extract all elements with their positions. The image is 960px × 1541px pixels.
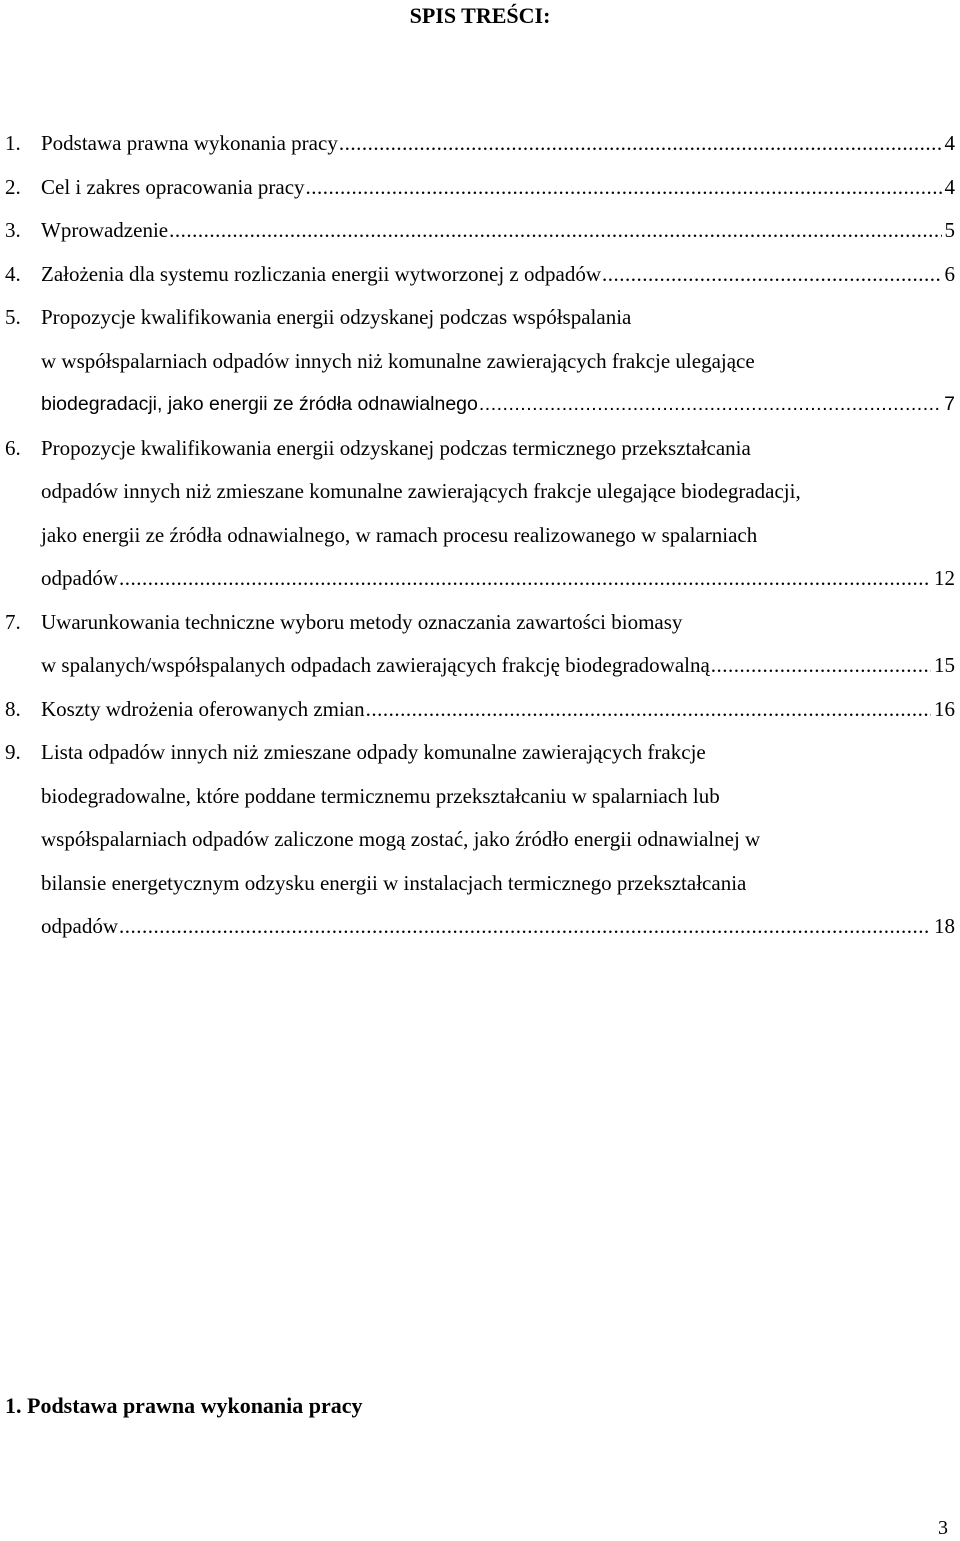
toc-entry-text: biodegradacji, jako energii ze źródła odnawialnego bbox=[41, 393, 478, 415]
toc-entry-text: w spalanych/współspalanych odpadach zawierających frakcję biodegradowalną bbox=[41, 653, 710, 677]
toc-entry-number: 2. bbox=[5, 174, 21, 199]
page-number: 3 bbox=[938, 1517, 948, 1539]
toc-entry-page: 12 bbox=[934, 566, 955, 590]
toc-entry-page: 5 bbox=[944, 218, 955, 242]
toc-dot-leader bbox=[366, 688, 931, 732]
toc-entry-last-line bbox=[41, 209, 955, 253]
toc-entry-last-line bbox=[41, 557, 955, 601]
toc-entry-page: 16 bbox=[934, 696, 955, 721]
toc-entry[interactable] bbox=[0, 688, 955, 732]
toc-entry-text: odpadów bbox=[41, 914, 118, 938]
toc-entry-line: biodegradowalne, które poddane termicznemu przekształcaniu w spalarniach lub bbox=[41, 783, 720, 808]
toc-entry-page: 18 bbox=[934, 914, 955, 938]
toc-entry-text: Cel i zakres opracowania pracy bbox=[41, 174, 305, 199]
toc-entry-last-line bbox=[41, 166, 955, 210]
toc-entry-line: Lista odpadów innych niż zmieszane odpady komunalne zawierających frakcje bbox=[41, 740, 706, 764]
toc-entry-text: Założenia dla systemu rozliczania energii wytworzonej z odpadów bbox=[41, 261, 601, 286]
toc-dot-leader bbox=[602, 253, 942, 297]
toc-entry-text: Wprowadzenie bbox=[41, 218, 169, 242]
toc-entry-last-line bbox=[41, 905, 955, 949]
toc-dot-leader bbox=[711, 644, 931, 688]
toc-entry-line: Propozycje kwalifikowania energii odzyskanej podczas współspalania bbox=[41, 305, 632, 329]
toc-entry-page: 7 bbox=[944, 393, 955, 415]
toc-entry-line: współspalarniach odpadów zaliczone mogą zostać, jako źródło energii odnawialnej w bbox=[41, 827, 761, 851]
toc-entry-line: bilansie energetycznym odzysku energii w instalacjach termicznego przekształcania bbox=[41, 870, 747, 895]
toc-entry-text: Koszty wdrożenia oferowanych zmian bbox=[41, 696, 365, 721]
toc-entry-number: 9. bbox=[5, 740, 21, 764]
toc-entry-line: Propozycje kwalifikowania energii odzyskanej podczas termicznego przekształcania bbox=[41, 435, 751, 460]
toc-entry-page: 4 bbox=[944, 131, 955, 155]
toc-entry-number: 1. bbox=[5, 131, 21, 155]
toc-dot-leader bbox=[119, 905, 931, 949]
toc-dot-leader bbox=[169, 209, 941, 253]
toc-dot-leader bbox=[479, 383, 941, 427]
toc-entry-page: 6 bbox=[944, 261, 955, 286]
toc-entry[interactable] bbox=[0, 209, 955, 253]
toc-entry[interactable] bbox=[0, 122, 955, 166]
toc-entry[interactable] bbox=[0, 601, 955, 688]
toc-entry-page: 4 bbox=[944, 174, 955, 199]
toc-entry-number: 8. bbox=[5, 696, 21, 721]
toc-entry-last-line bbox=[41, 122, 955, 166]
toc-entry-number: 5. bbox=[5, 305, 21, 329]
toc-title: SPIS TREŚCI: bbox=[409, 3, 551, 28]
toc-entry-number: 3. bbox=[5, 218, 21, 242]
toc-entry[interactable] bbox=[0, 296, 955, 427]
toc-dot-leader bbox=[119, 557, 931, 601]
toc-entry-line: w współspalarniach odpadów innych niż komunalne zawierających frakcje ulegające bbox=[41, 348, 755, 373]
toc-entry[interactable] bbox=[0, 427, 955, 601]
toc-entry-last-line bbox=[41, 383, 955, 427]
toc-entry[interactable] bbox=[0, 166, 955, 210]
toc-entry-line: Uwarunkowania techniczne wyboru metody oznaczania zawartości biomasy bbox=[41, 609, 683, 634]
toc-entry-number: 6. bbox=[5, 435, 21, 460]
table-of-contents bbox=[0, 122, 955, 949]
toc-entry[interactable] bbox=[0, 253, 955, 297]
toc-entry-last-line bbox=[41, 644, 955, 688]
toc-entry-last-line bbox=[41, 253, 955, 297]
toc-entry[interactable] bbox=[0, 731, 955, 949]
section-heading: 1. Podstawa prawna wykonania pracy bbox=[5, 1393, 363, 1418]
toc-entry-last-line bbox=[41, 688, 955, 732]
toc-entry-line: jako energii ze źródła odnawialnego, w ramach procesu realizowanego w spalarniach bbox=[41, 522, 758, 547]
toc-dot-leader bbox=[306, 166, 942, 210]
toc-entry-line: odpadów innych niż zmieszane komunalne zawierających frakcje ulegające biodegradacji, bbox=[41, 479, 801, 503]
toc-entry-number: 4. bbox=[5, 261, 21, 286]
toc-dot-leader bbox=[339, 122, 942, 166]
toc-entry-number: 7. bbox=[5, 609, 21, 634]
toc-entry-text: odpadów bbox=[41, 566, 118, 590]
toc-entry-text: Podstawa prawna wykonania pracy bbox=[41, 131, 338, 155]
toc-entry-page: 15 bbox=[934, 653, 955, 677]
